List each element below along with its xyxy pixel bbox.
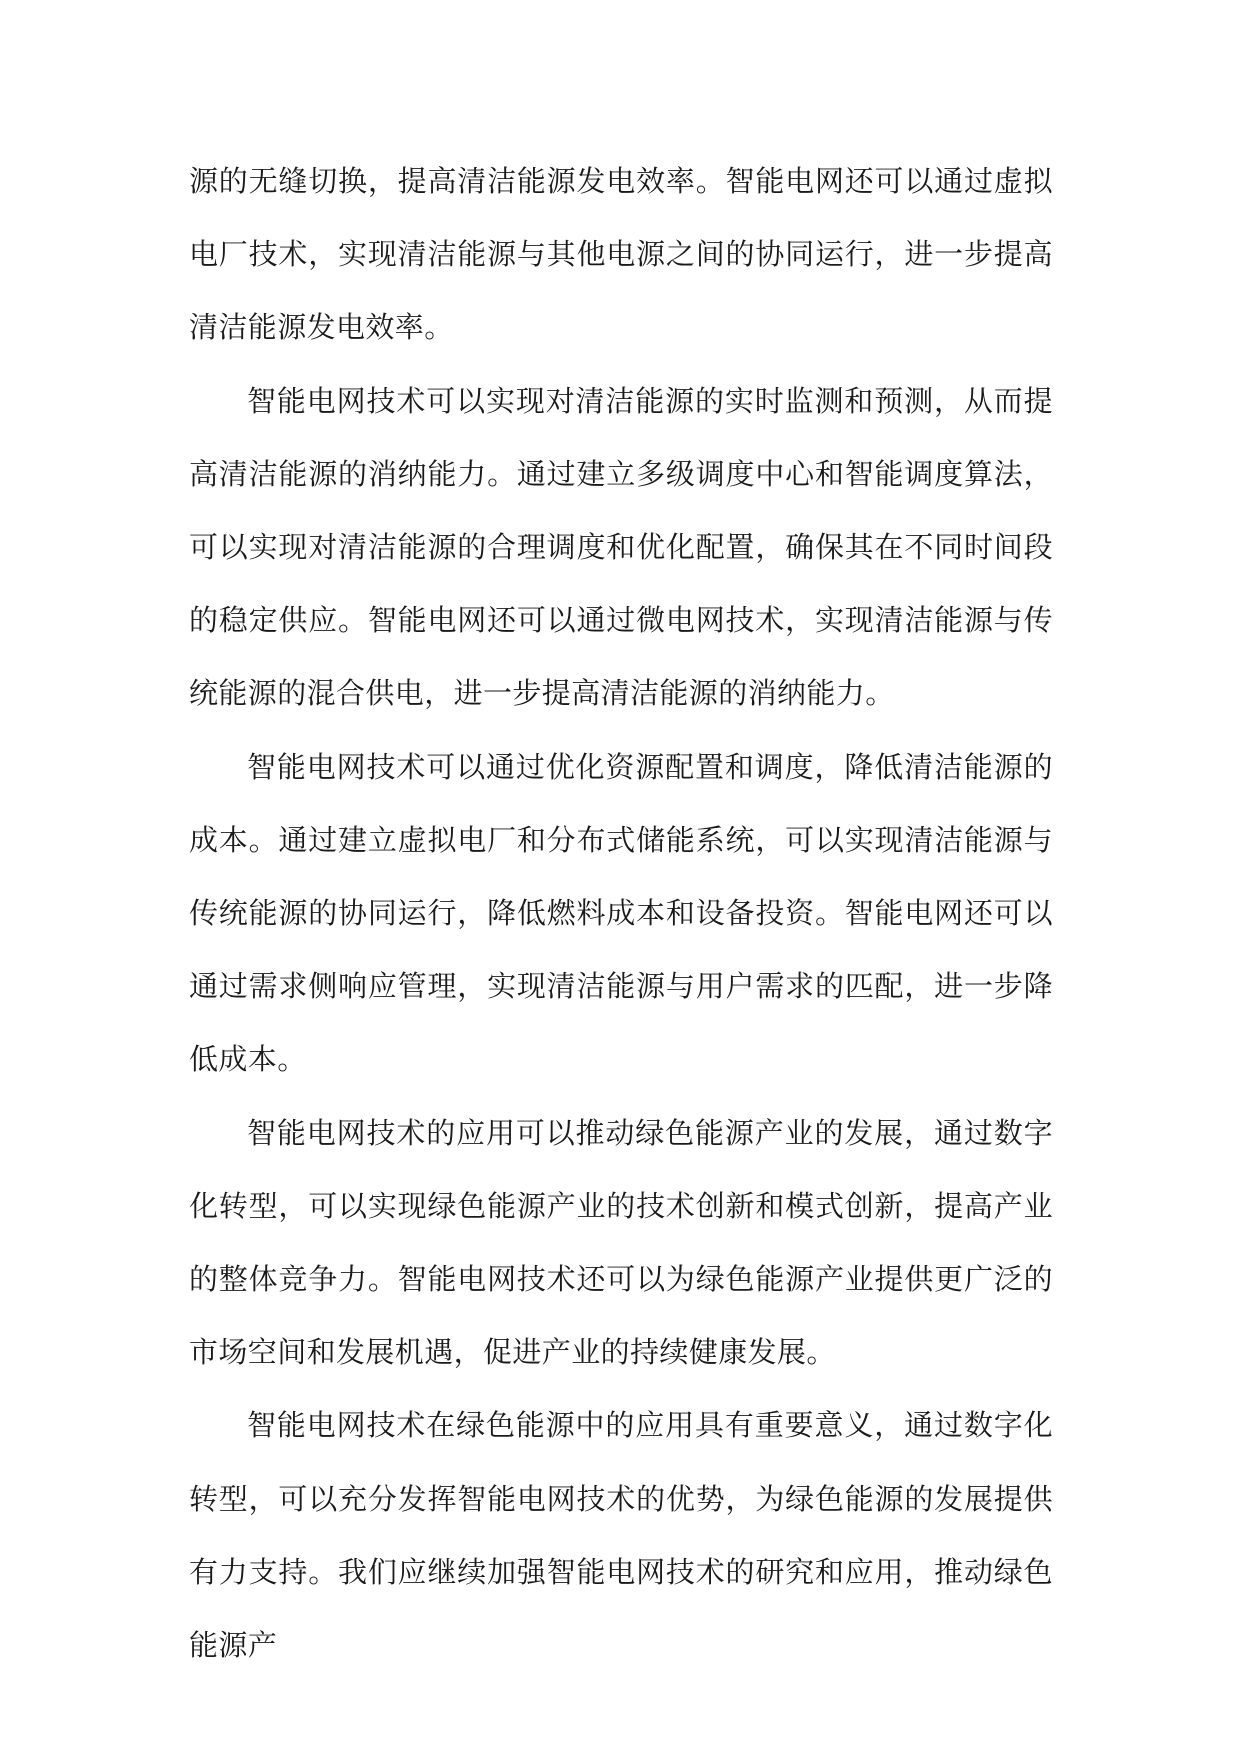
paragraph-3: 智能电网技术可以通过优化资源配置和调度，降低清洁能源的成本。通过建立虚拟电厂和分布式储能系统，可以实现清洁能源与传统能源的协同运行，降低燃料成本和设备投资。智能电网还可以通过需求侧响应管理，实现清洁能源与用户需求的匹配，进一步降低成本。 (189, 749, 1053, 1077)
paragraph-4: 智能电网技术的应用可以推动绿色能源产业的发展，通过数字化转型，可以实现绿色能源产业的技术创新和模式创新，提高产业的整体竞争力。智能电网技术还可以为绿色能源产业提供更广泛的市场空间和发展机遇，促进产业的持续健康发展。 (189, 1115, 1053, 1370)
paragraph-1: 源的无缝切换，提高清洁能源发电效率。智能电网还可以通过虚拟电厂技术，实现清洁能源与其他电源之间的协同运行，进一步提高清洁能源发电效率。 (189, 164, 1053, 345)
document-body (189, 145, 1053, 1682)
paragraph-2: 智能电网技术可以实现对清洁能源的实时监测和预测，从而提高清洁能源的消纳能力。通过建立多级调度中心和智能调度算法，可以实现对清洁能源的合理调度和优化配置，确保其在不同时间段的稳定供应。智能电网还可以通过微电网技术，实现清洁能源与传统能源的混合供电，进一步提高清洁能源的消纳能力。 (189, 383, 1053, 711)
paragraph-5: 智能电网技术在绿色能源中的应用具有重要意义，通过数字化转型，可以充分发挥智能电网技术的优势，为绿色能源的发展提供有力支持。我们应继续加强智能电网技术的研究和应用，推动绿色能源产 (189, 1408, 1053, 1663)
